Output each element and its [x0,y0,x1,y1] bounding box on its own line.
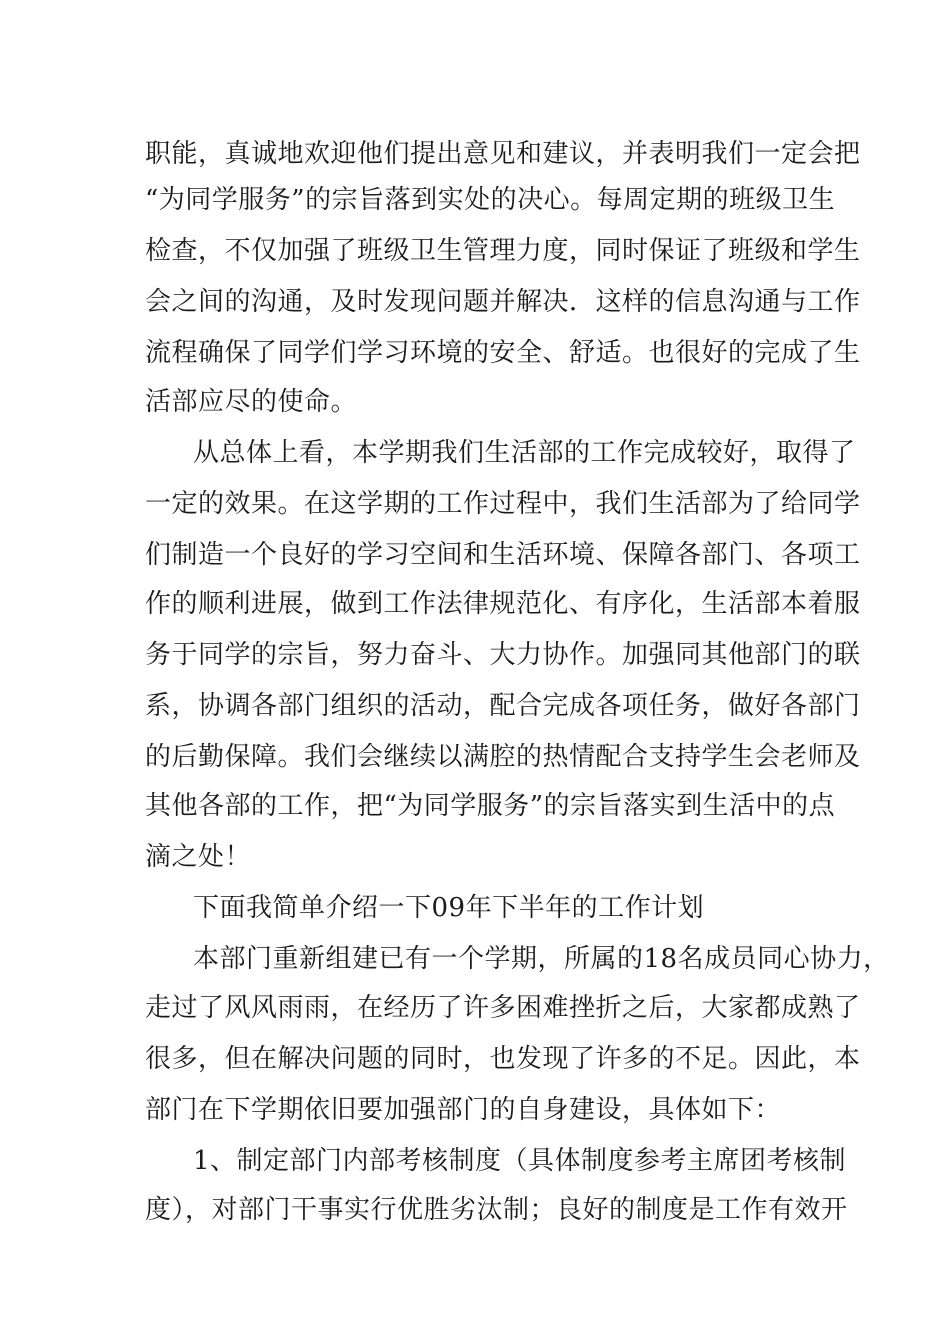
text-line-14: 其他各部的工作，把“为同学服务”的宗旨落实到生活中的点 [145,791,836,821]
text-line-9: 们制造一个良好的学习空间和生活环境、保障各部门、各项工 [145,540,861,570]
text-line-20: 部门在下学期依旧要加强部门的自身建设，具体如下： [145,1095,782,1125]
text-line-13: 的后勤保障。我们会继续以满腔的热情配合支持学生会老师及 [145,742,861,772]
text-line-1: 职能，真诚地欢迎他们提出意见和建议，并表明我们一定会把 [145,139,861,169]
text-line-8: 一定的效果。在这学期的工作过程中，我们生活部为了给同学 [145,489,861,519]
text-line-12: 系，协调各部门组织的活动，配合完成各项任务，做好各部门 [145,691,861,721]
text-line-6: 活部应尽的使命。 [145,387,358,417]
text-line-11: 务于同学的宗旨，努力奋斗、大力协作。加强同其他部门的联 [145,640,861,670]
text-line-18: 走过了风风雨雨，在经历了许多困难挫折之后，大家都成熟了 [145,993,861,1023]
list-item-1-line: 1、制定部门内部考核制度（具体制度参考主席团考核制 [193,1146,847,1176]
text-line-2: “为同学服务”的宗旨落到实处的决心。每周定期的班级卫生 [145,185,836,215]
paragraph-start-line: 从总体上看，本学期我们生活部的工作完成较好，取得了 [193,438,856,468]
text-line-3: 检查，不仅加强了班级卫生管理力度，同时保证了班级和学生 [145,236,861,266]
text-line-19: 很多，但在解决问题的同时，也发现了许多的不足。因此，本 [145,1044,861,1074]
text-line-22: 度），对部门干事实行优胜劣汰制；良好的制度是工作有效开 [145,1195,848,1225]
text-line-4: 会之间的沟通，及时发现问题并解决．这样的信息沟通与工作 [145,287,861,317]
paragraph-start-line: 本部门重新组建已有一个学期，所属的18名成员同心协力， [193,944,890,974]
text-line-10: 作的顺利进展，做到工作法律规范化、有序化，生活部本着服 [145,589,861,619]
section-intro-line: 下面我简单介绍一下09年下半年的工作计划 [193,893,705,923]
text-line-5: 流程确保了同学们学习环境的安全、舒适。也很好的完成了生 [145,338,861,368]
text-line-15: 滴之处！ [145,842,252,872]
